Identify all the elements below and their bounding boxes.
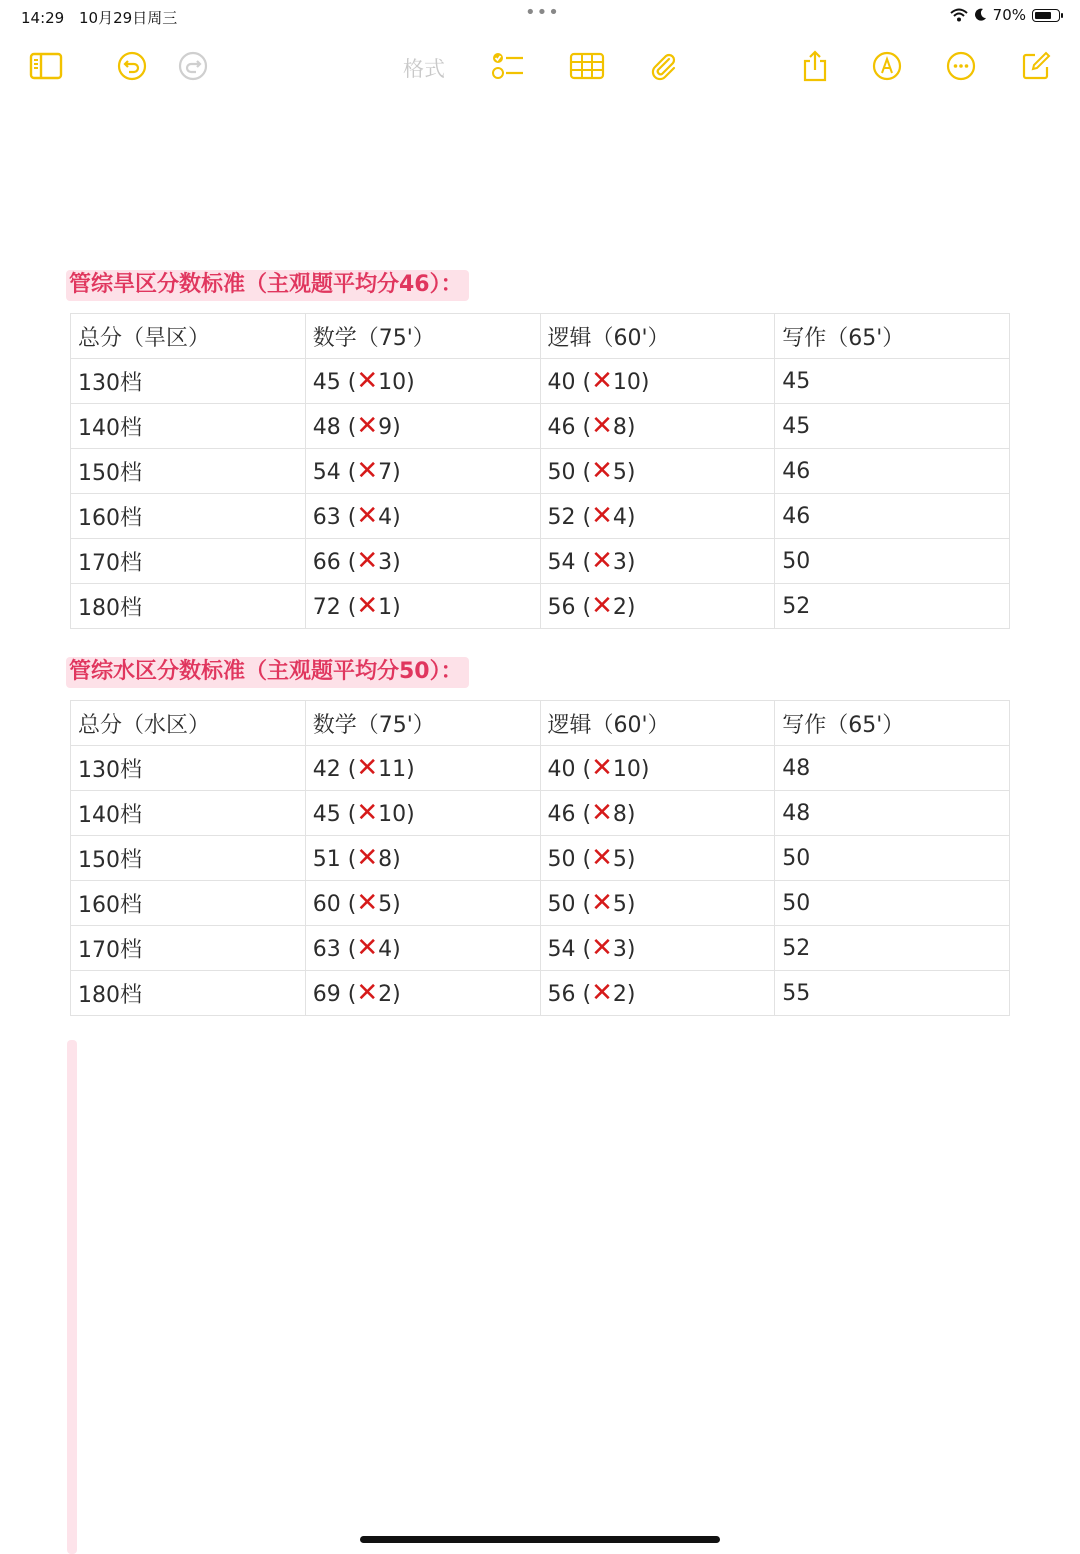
math-wrong-count: 10 <box>378 370 407 395</box>
header-cell[interactable]: 写作（65'） <box>775 314 1010 359</box>
logic-wrong-count: 2 <box>612 982 627 1007</box>
status-time <box>21 7 177 28</box>
math-score: 66 <box>312 550 341 575</box>
open-paren: ( <box>575 757 592 782</box>
logic-wrong-count: 5 <box>612 847 627 872</box>
writing-cell[interactable]: 50 <box>775 836 1010 881</box>
logic-score: 50 <box>547 847 576 872</box>
logic-cell[interactable] <box>540 404 775 449</box>
writing-cell[interactable]: 48 <box>775 791 1010 836</box>
math-score: 72 <box>312 595 341 620</box>
undo-button[interactable] <box>114 48 150 84</box>
open-paren: ( <box>575 892 592 917</box>
more-button[interactable] <box>943 48 979 84</box>
cross-mark-icon: ✕ <box>591 501 613 531</box>
close-paren: ) <box>392 595 401 620</box>
open-paren: ( <box>575 937 592 962</box>
math-wrong-count: 3 <box>378 550 393 575</box>
open-paren: ( <box>340 802 357 827</box>
checklist-icon <box>491 51 525 81</box>
header-cell[interactable]: 逻辑（60'） <box>540 701 775 746</box>
logic-score: 54 <box>547 550 576 575</box>
header-cell[interactable]: 总分（旱区） <box>71 314 306 359</box>
level-cell[interactable]: 150档 <box>71 449 306 494</box>
table-row <box>71 791 1010 836</box>
more-icon <box>945 50 977 82</box>
open-paren: ( <box>575 550 592 575</box>
math-wrong-count: 8 <box>378 847 393 872</box>
close-paren: ) <box>626 892 636 917</box>
battery-icon <box>1032 9 1060 22</box>
logic-wrong-count: 2 <box>612 595 627 620</box>
math-cell[interactable] <box>305 359 540 404</box>
open-paren: ( <box>340 460 357 485</box>
logic-cell[interactable] <box>540 494 775 539</box>
cross-mark-icon: ✕ <box>591 798 613 828</box>
table-header-row <box>71 314 1010 359</box>
close-paren: ) <box>626 415 636 440</box>
section-heading-text: 管综旱区分数标准（主观题平均分46）： <box>66 270 469 301</box>
close-paren: ) <box>626 505 636 530</box>
table-header-row <box>71 701 1010 746</box>
math-score: 63 <box>312 505 341 530</box>
cross-mark-icon: ✕ <box>591 843 613 873</box>
math-score: 45 <box>312 370 341 395</box>
cross-mark-icon: ✕ <box>591 546 613 576</box>
close-paren: ) <box>406 757 415 782</box>
open-paren: ( <box>340 550 357 575</box>
table-row <box>71 359 1010 404</box>
battery-percent: 70% <box>992 6 1026 24</box>
cross-mark-icon: ✕ <box>591 411 613 441</box>
format-button[interactable]: 格式 <box>403 57 445 81</box>
open-paren: ( <box>575 802 592 827</box>
compose-icon <box>1020 50 1052 82</box>
undo-icon <box>116 50 148 82</box>
level-cell[interactable]: 150档 <box>71 836 306 881</box>
logic-wrong-count: 5 <box>612 892 627 917</box>
writing-cell[interactable]: 46 <box>775 449 1010 494</box>
open-paren: ( <box>340 370 357 395</box>
table-row <box>71 836 1010 881</box>
table-row <box>71 449 1010 494</box>
cross-mark-icon: ✕ <box>591 933 613 963</box>
logic-cell[interactable] <box>540 449 775 494</box>
table-row <box>71 539 1010 584</box>
notes-toolbar <box>0 40 1080 92</box>
level-cell[interactable]: 130档 <box>71 359 306 404</box>
open-paren: ( <box>575 370 592 395</box>
writing-cell[interactable]: 48 <box>775 746 1010 791</box>
logic-wrong-count: 5 <box>612 460 627 485</box>
logic-score: 50 <box>547 892 576 917</box>
cross-mark-icon: ✕ <box>591 456 613 486</box>
writing-cell[interactable]: 55 <box>775 971 1010 1016</box>
cross-mark-icon: ✕ <box>591 591 613 621</box>
writing-cell[interactable]: 45 <box>775 359 1010 404</box>
math-score: 51 <box>312 847 341 872</box>
math-wrong-count: 1 <box>378 595 393 620</box>
math-wrong-count: 4 <box>378 937 393 962</box>
close-paren: ) <box>626 847 636 872</box>
home-indicator[interactable] <box>360 1536 720 1543</box>
cross-mark-icon: ✕ <box>356 591 379 621</box>
status-indicators <box>950 6 1060 24</box>
logic-wrong-count: 3 <box>612 937 627 962</box>
math-cell[interactable] <box>305 494 540 539</box>
cross-mark-icon: ✕ <box>356 843 379 873</box>
open-paren: ( <box>340 892 357 917</box>
math-cell[interactable] <box>305 926 540 971</box>
markup-button[interactable] <box>869 48 905 84</box>
logic-score: 56 <box>547 595 576 620</box>
cross-mark-icon: ✕ <box>356 978 379 1008</box>
open-paren: ( <box>340 595 357 620</box>
header-cell[interactable]: 逻辑（60'） <box>540 314 775 359</box>
open-paren: ( <box>575 505 592 530</box>
level-cell[interactable]: 170档 <box>71 539 306 584</box>
cross-mark-icon: ✕ <box>356 798 379 828</box>
math-score: 63 <box>312 937 341 962</box>
logic-cell[interactable] <box>540 836 775 881</box>
cross-mark-icon: ✕ <box>591 978 613 1008</box>
logic-wrong-count: 10 <box>612 370 641 395</box>
logic-score: 54 <box>547 937 576 962</box>
cross-mark-icon: ✕ <box>356 456 379 486</box>
logic-score: 40 <box>547 370 576 395</box>
share-icon <box>800 49 830 83</box>
math-cell[interactable] <box>305 746 540 791</box>
level-cell[interactable]: 170档 <box>71 926 306 971</box>
math-wrong-count: 2 <box>378 982 393 1007</box>
pink-margin-bar <box>67 1040 77 1554</box>
logic-wrong-count: 4 <box>612 505 627 530</box>
level-cell[interactable]: 180档 <box>71 584 306 629</box>
logic-wrong-count: 10 <box>612 757 641 782</box>
table-row <box>71 404 1010 449</box>
table-row <box>71 881 1010 926</box>
writing-cell[interactable]: 45 <box>775 404 1010 449</box>
math-cell[interactable] <box>305 449 540 494</box>
math-wrong-count: 7 <box>378 460 393 485</box>
level-cell[interactable]: 160档 <box>71 494 306 539</box>
logic-cell[interactable] <box>540 584 775 629</box>
table-row <box>71 494 1010 539</box>
table-button[interactable] <box>569 48 605 84</box>
close-paren: ) <box>392 550 401 575</box>
header-cell[interactable]: 写作（65'） <box>775 701 1010 746</box>
open-paren: ( <box>575 415 592 440</box>
level-cell[interactable]: 180档 <box>71 971 306 1016</box>
date-text: 10月29日周三 <box>79 9 178 27</box>
math-wrong-count: 5 <box>378 892 393 917</box>
logic-score: 40 <box>547 757 576 782</box>
open-paren: ( <box>575 982 592 1007</box>
time-text: 14:29 <box>21 9 65 27</box>
math-cell[interactable] <box>305 791 540 836</box>
logic-wrong-count: 8 <box>612 415 627 440</box>
table-row <box>71 971 1010 1016</box>
close-paren: ) <box>406 802 415 827</box>
close-paren: ) <box>626 460 636 485</box>
open-paren: ( <box>340 757 357 782</box>
cross-mark-icon: ✕ <box>356 933 379 963</box>
open-paren: ( <box>575 847 592 872</box>
section-heading-dry <box>66 270 469 302</box>
logic-score: 50 <box>547 460 576 485</box>
checklist-button[interactable] <box>490 48 526 84</box>
open-paren: ( <box>340 982 357 1007</box>
level-cell[interactable]: 160档 <box>71 881 306 926</box>
attachment-icon <box>647 50 679 82</box>
math-cell[interactable] <box>305 971 540 1016</box>
math-score: 54 <box>312 460 341 485</box>
header-cell[interactable]: 数学（75'） <box>305 314 540 359</box>
logic-cell[interactable] <box>540 539 775 584</box>
open-paren: ( <box>340 505 357 530</box>
close-paren: ) <box>392 505 401 530</box>
logic-cell[interactable] <box>540 881 775 926</box>
writing-cell[interactable]: 52 <box>775 926 1010 971</box>
open-paren: ( <box>340 847 357 872</box>
level-cell[interactable]: 140档 <box>71 404 306 449</box>
close-paren: ) <box>392 847 401 872</box>
close-paren: ) <box>626 550 636 575</box>
close-paren: ) <box>640 757 650 782</box>
close-paren: ) <box>406 370 415 395</box>
close-paren: ) <box>392 460 401 485</box>
math-cell[interactable] <box>305 836 540 881</box>
logic-score: 46 <box>547 415 576 440</box>
cross-mark-icon: ✕ <box>356 411 379 441</box>
attachment-button[interactable] <box>645 48 681 84</box>
writing-cell[interactable]: 52 <box>775 584 1010 629</box>
close-paren: ) <box>626 802 636 827</box>
header-cell[interactable]: 数学（75'） <box>305 701 540 746</box>
cross-mark-icon: ✕ <box>356 753 379 783</box>
cross-mark-icon: ✕ <box>591 366 613 396</box>
logic-wrong-count: 8 <box>612 802 627 827</box>
open-paren: ( <box>340 415 357 440</box>
cross-mark-icon: ✕ <box>356 888 379 918</box>
logic-cell[interactable] <box>540 359 775 404</box>
logic-score: 52 <box>547 505 576 530</box>
math-score: 42 <box>312 757 341 782</box>
cross-mark-icon: ✕ <box>591 888 613 918</box>
math-cell[interactable] <box>305 539 540 584</box>
writing-cell[interactable]: 50 <box>775 539 1010 584</box>
math-score: 48 <box>312 415 341 440</box>
table-row <box>71 584 1010 629</box>
moon-icon <box>974 8 987 22</box>
redo-button[interactable] <box>175 48 211 84</box>
table-icon <box>569 52 605 80</box>
cross-mark-icon: ✕ <box>591 753 613 783</box>
logic-score: 56 <box>547 982 576 1007</box>
multitasking-dots[interactable]: ••• <box>525 2 560 23</box>
close-paren: ) <box>392 937 401 962</box>
math-score: 45 <box>312 802 341 827</box>
section-heading-wet <box>66 657 469 689</box>
math-cell[interactable] <box>305 881 540 926</box>
status-bar <box>0 0 1080 34</box>
math-cell[interactable] <box>305 404 540 449</box>
logic-score: 46 <box>547 802 576 827</box>
markup-icon <box>871 50 903 82</box>
wifi-icon <box>950 8 968 22</box>
logic-wrong-count: 3 <box>612 550 627 575</box>
redo-icon <box>177 50 209 82</box>
level-cell[interactable]: 130档 <box>71 746 306 791</box>
sidebar-button[interactable] <box>28 48 64 84</box>
math-score: 69 <box>312 982 341 1007</box>
logic-cell[interactable] <box>540 971 775 1016</box>
cross-mark-icon: ✕ <box>356 501 379 531</box>
logic-cell[interactable] <box>540 746 775 791</box>
header-cell[interactable]: 总分（水区） <box>71 701 306 746</box>
score-table-dry <box>70 313 1010 629</box>
cross-mark-icon: ✕ <box>356 546 379 576</box>
compose-button[interactable] <box>1018 48 1054 84</box>
math-wrong-count: 9 <box>378 415 393 440</box>
close-paren: ) <box>626 982 636 1007</box>
logic-cell[interactable] <box>540 926 775 971</box>
close-paren: ) <box>626 595 636 620</box>
share-button[interactable] <box>797 48 833 84</box>
score-table-wet <box>70 700 1010 1016</box>
table-row <box>71 926 1010 971</box>
math-wrong-count: 10 <box>378 802 407 827</box>
open-paren: ( <box>340 937 357 962</box>
math-wrong-count: 4 <box>378 505 393 530</box>
math-cell[interactable] <box>305 584 540 629</box>
close-paren: ) <box>392 982 401 1007</box>
table-row <box>71 746 1010 791</box>
logic-cell[interactable] <box>540 791 775 836</box>
close-paren: ) <box>392 415 401 440</box>
level-cell[interactable]: 140档 <box>71 791 306 836</box>
sidebar-icon <box>29 52 63 80</box>
section-heading-text: 管综水区分数标准（主观题平均分50）： <box>66 657 469 688</box>
math-score: 60 <box>312 892 341 917</box>
math-wrong-count: 11 <box>378 757 407 782</box>
open-paren: ( <box>575 595 592 620</box>
writing-cell[interactable]: 50 <box>775 881 1010 926</box>
close-paren: ) <box>392 892 401 917</box>
close-paren: ) <box>640 370 650 395</box>
writing-cell[interactable]: 46 <box>775 494 1010 539</box>
close-paren: ) <box>626 937 636 962</box>
open-paren: ( <box>575 460 592 485</box>
cross-mark-icon: ✕ <box>356 366 379 396</box>
